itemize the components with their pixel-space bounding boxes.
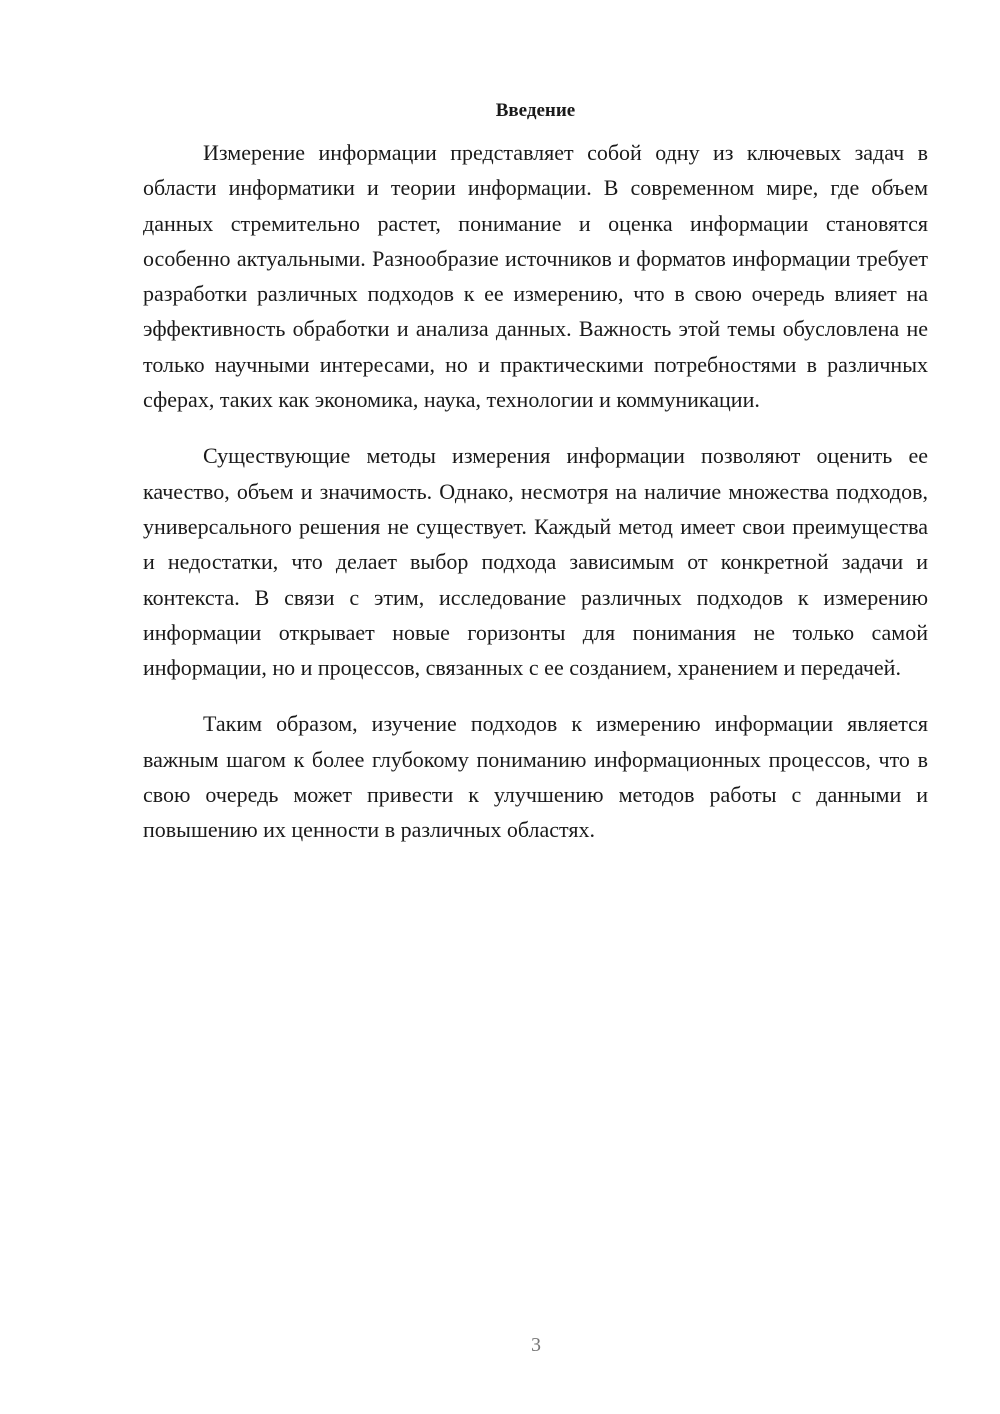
section-title: Введение — [495, 100, 576, 121]
paragraph-2: Существующие методы измерения информации позволяют оценить ее качество, объем и значимость. Однако, несмотря на наличие множества подходов, универсального решения не существует. Каждый метод имеет свои преимущества и недостатки, что делает выбор подхода зависимым от конкретной задачи и контекста. В связи с этим, исследование различных подходов к измерению информации открывает новые горизонты для понимания не только самой информации, но и процессов, связанных с ее созданием, хранением и передачей. — [143, 443, 928, 681]
page-number: 3 — [531, 1334, 541, 1356]
paragraph-3: Таким образом, изучение подходов к измерению информации является важным шагом к более глубокому пониманию информационных процессов, что в свою очередь может привести к улучшению методов работы с данными и повышению их ценности в различных областях. — [143, 711, 928, 843]
paragraph-1: Измерение информации представляет собой одну из ключевых задач в области информатики и теории информации. В современном мире, где объем данных стремительно растет, понимание и оценка информации становятся особенно актуальными. Разнообразие источников и форматов информации требует разработки различных подходов к ее измерению, что в свою очередь влияет на эффективность обработки и анализа данных. Важность этой темы обусловлена не только научными интересами, но и практическими потребностями в различных сферах, таких как экономика, наука, технологии и коммуникации. — [143, 140, 928, 413]
page-content — [143, 96, 928, 869]
